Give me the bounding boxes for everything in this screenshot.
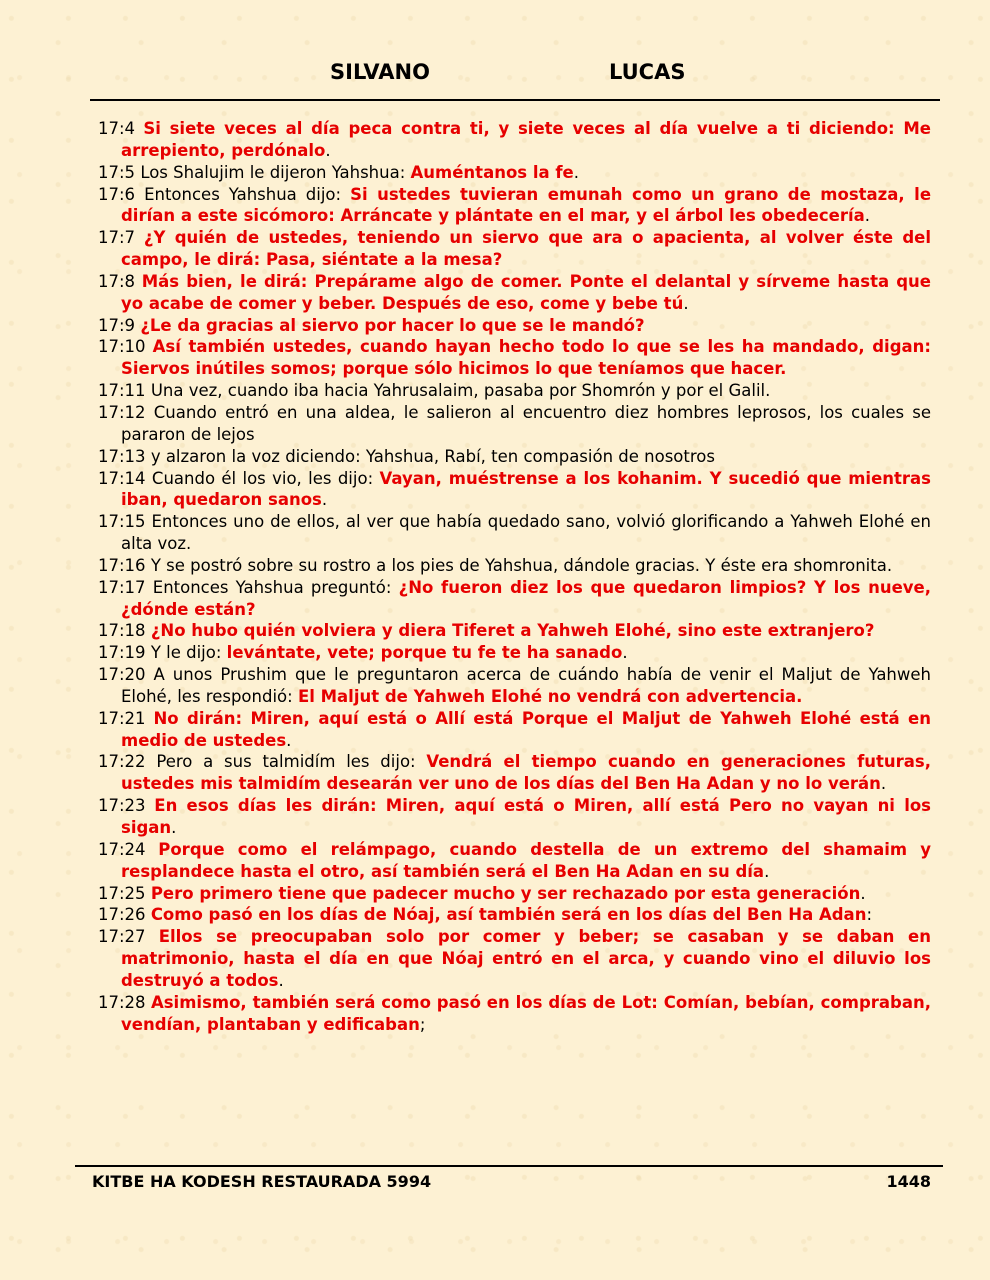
verse-ref: 17:13 (98, 446, 146, 466)
verse-quote-text: ¿No fueron diez los que quedaron limpios? Y los nueve, ¿dónde están? (121, 577, 932, 619)
verse-text: Y le dijo: (150, 643, 227, 663)
verse (98, 118, 931, 162)
verse (98, 446, 931, 468)
verse (98, 751, 931, 795)
verse (98, 227, 931, 271)
verse (98, 926, 931, 992)
verse-text: Cuando entró en una aldea, le salieron al encuentro diez hombres leprosos, los cuales se pararon de lejos (121, 402, 931, 444)
page-footer (0, 1172, 990, 1194)
verse-quote-text: Como pasó en los días de Nóaj, así también será en los días del Ben Ha Adan (150, 905, 867, 925)
verse (98, 315, 931, 337)
page-number: 1448 (886, 1172, 931, 1191)
verse-ref: 17:12 (98, 402, 146, 422)
verse (98, 271, 931, 315)
verse-ref: 17:28 (98, 992, 146, 1012)
verse-quote-text: ¿No hubo quién volviera y diera Tiferet a Yahweh Elohé, sino este extranjero? (150, 621, 875, 641)
verse-quote-text: Asimismo, también será como pasó en los días de Lot: Comían, bebían, compraban, vendían, plantaban y edificaban (121, 992, 932, 1034)
verse-text: . (622, 643, 628, 663)
verse-ref: 17:9 (98, 315, 136, 335)
verse-quote-text: Si ustedes tuvieran emunah como un grano de mostaza, le dirían a este sicómoro: Arráncate y plántate en el mar, y el árbol les obedecería (121, 184, 932, 226)
verse-ref: 17:26 (98, 905, 146, 925)
verse (98, 795, 931, 839)
verse-text: . (278, 970, 284, 990)
verse-ref: 17:19 (98, 643, 146, 663)
header-divider (90, 99, 940, 101)
footer-title: KITBE HA KODESH RESTAURADA 5994 (92, 1172, 432, 1191)
verse (98, 402, 931, 446)
verse-ref: 17:24 (98, 839, 146, 859)
verse-ref: 17:18 (98, 621, 146, 641)
verse-ref: 17:17 (98, 577, 146, 597)
verse-text: ; (419, 1014, 426, 1034)
verse-ref: 17:6 (98, 184, 136, 204)
verse-ref: 17:21 (98, 708, 146, 728)
verse-text: . (683, 293, 689, 313)
verse-quote-text: Si siete veces al día peca contra ti, y siete veces al día vuelve a ti diciendo: Me arrepiento, perdónalo (121, 119, 931, 160)
verse (98, 664, 931, 708)
verse-ref: 17:4 (98, 119, 136, 138)
verse (98, 620, 931, 642)
verse (98, 839, 931, 883)
header-book: LUCAS (609, 60, 686, 84)
verse-text: y alzaron la voz diciendo: Yahshua, Rabí, ten compasión de nosotros (150, 446, 715, 466)
verse-ref: 17:15 (98, 512, 146, 532)
verse-ref: 17:10 (98, 337, 146, 357)
verse-quote-text: Porque como el relámpago, cuando destella de un extremo del shamaim y resplandece hasta el otro, así también será el Ben Ha Adan en su día (121, 839, 931, 881)
verse-text: Los Shalujim le dijeron Yahshua: (140, 162, 411, 182)
verse-text: Entonces uno de ellos, al ver que había quedado sano, volvió glorificando a Yahweh Elohé en alta voz. (121, 512, 931, 554)
verse-text: . (880, 774, 887, 794)
verse (98, 883, 931, 905)
verse-text: Y se postró sobre su rostro a los pies de Yahshua, dándole gracias. Y éste era shomronita. (150, 555, 893, 575)
verse (98, 992, 931, 1036)
verse-quote-text: ¿Y quién de ustedes, teniendo un siervo que ara o apacienta, al volver éste del campo, le dirá: Pasa, siéntate a la mesa? (121, 228, 932, 270)
verse-text: . (171, 818, 177, 837)
verse-quote-text: Pero primero tiene que padecer mucho y ser rechazado por esta generación (150, 883, 861, 903)
verse-quote-text: No dirán: Miren, aquí está o Allí está Porque el Maljut de Yahweh Elohé está en medio de ustedes (121, 708, 931, 750)
verse (98, 577, 931, 621)
verse-text: . (325, 140, 331, 160)
verse-text: . (573, 162, 580, 182)
verse-quote-text: El Maljut de Yahweh Elohé no vendrá con advertencia. (297, 686, 803, 706)
verse (98, 904, 931, 926)
verse-text: Pero a sus talmidím les dijo: (156, 752, 427, 772)
verse-quote-text: Más bien, le dirá: Prepárame algo de comer. Ponte el delantal y sírveme hasta que yo acabe de comer y beber. Después de eso, come y bebe tú (121, 271, 931, 313)
verse (98, 336, 931, 380)
verse (98, 642, 931, 664)
verse (98, 708, 931, 752)
verse (98, 380, 931, 402)
verse-text: Una vez, cuando iba hacia Yahrusalaim, pasaba por Shomrón y por el Galil. (150, 381, 771, 401)
verse (98, 555, 931, 577)
verse-ref: 17:7 (98, 228, 136, 248)
verse-quote-text: Ellos se preocupaban solo por comer y beber; se casaban y se daban en matrimonio, hasta el día en que Nóaj entró en el arca, y cuando vino el diluvio los destruyó a todos (121, 927, 931, 990)
verse-text: . (321, 490, 328, 510)
verse-ref: 17:16 (98, 555, 146, 575)
verse-ref: 17:22 (98, 752, 146, 772)
verse-ref: 17:27 (98, 927, 146, 947)
verse-quote-text: Vayan, muéstrense a los kohanim. Y sucedió que mientras iban, quedaron sanos (121, 468, 932, 510)
verse-text: . (764, 861, 770, 881)
footer-divider (75, 1165, 943, 1167)
verse-quote-text: Vendrá el tiempo cuando en generaciones futuras, ustedes mis talmidím desearán ver uno de los días del Ben Ha Adan y no lo verán (121, 752, 931, 794)
verse-ref: 17:20 (98, 665, 146, 685)
verse-quote-text: Auméntanos la fe (410, 162, 574, 182)
header-author: SILVANO (330, 60, 430, 84)
verse-ref: 17:14 (98, 468, 146, 488)
verse-text: Cuando él los vio, les dijo: (151, 468, 380, 488)
verse-quote-text: levántate, vete; porque tu fe te ha sanado (226, 643, 623, 663)
verse-quote-text: ¿Le da gracias al siervo por hacer lo que se le mandó? (140, 315, 645, 335)
verse-quote-text: Así también ustedes, cuando hayan hecho todo lo que se les ha mandado, digan: Siervos inútiles somos; porque sólo hicimos lo que teníamos que hacer. (121, 337, 931, 379)
verse (98, 184, 931, 228)
verse-text: . (864, 206, 871, 226)
verse-ref: 17:25 (98, 883, 146, 903)
verse-list (98, 118, 931, 1035)
verse-text: . (286, 730, 292, 750)
verse (98, 162, 931, 184)
verse-text: Entonces Yahshua preguntó: (152, 577, 399, 597)
verse (98, 511, 931, 555)
verse-text: : (866, 905, 872, 925)
verse (98, 468, 931, 512)
page-header (0, 60, 990, 90)
verse-ref: 17:23 (98, 796, 146, 816)
verse-quote-text: En esos días les dirán: Miren, aquí está o Miren, allí está Pero no vayan ni los sigan (121, 796, 932, 837)
verse-text: A unos Prushim que le preguntaron acerca de cuándo había de venir el Maljut de Yahweh Elohé, les respondió: (121, 665, 931, 706)
verse-ref: 17:8 (98, 271, 136, 291)
verse-text: . (860, 883, 866, 903)
verse-text: Entonces Yahshua dijo: (144, 184, 351, 204)
verse-ref: 17:11 (98, 381, 146, 401)
verse-ref: 17:5 (98, 162, 136, 182)
